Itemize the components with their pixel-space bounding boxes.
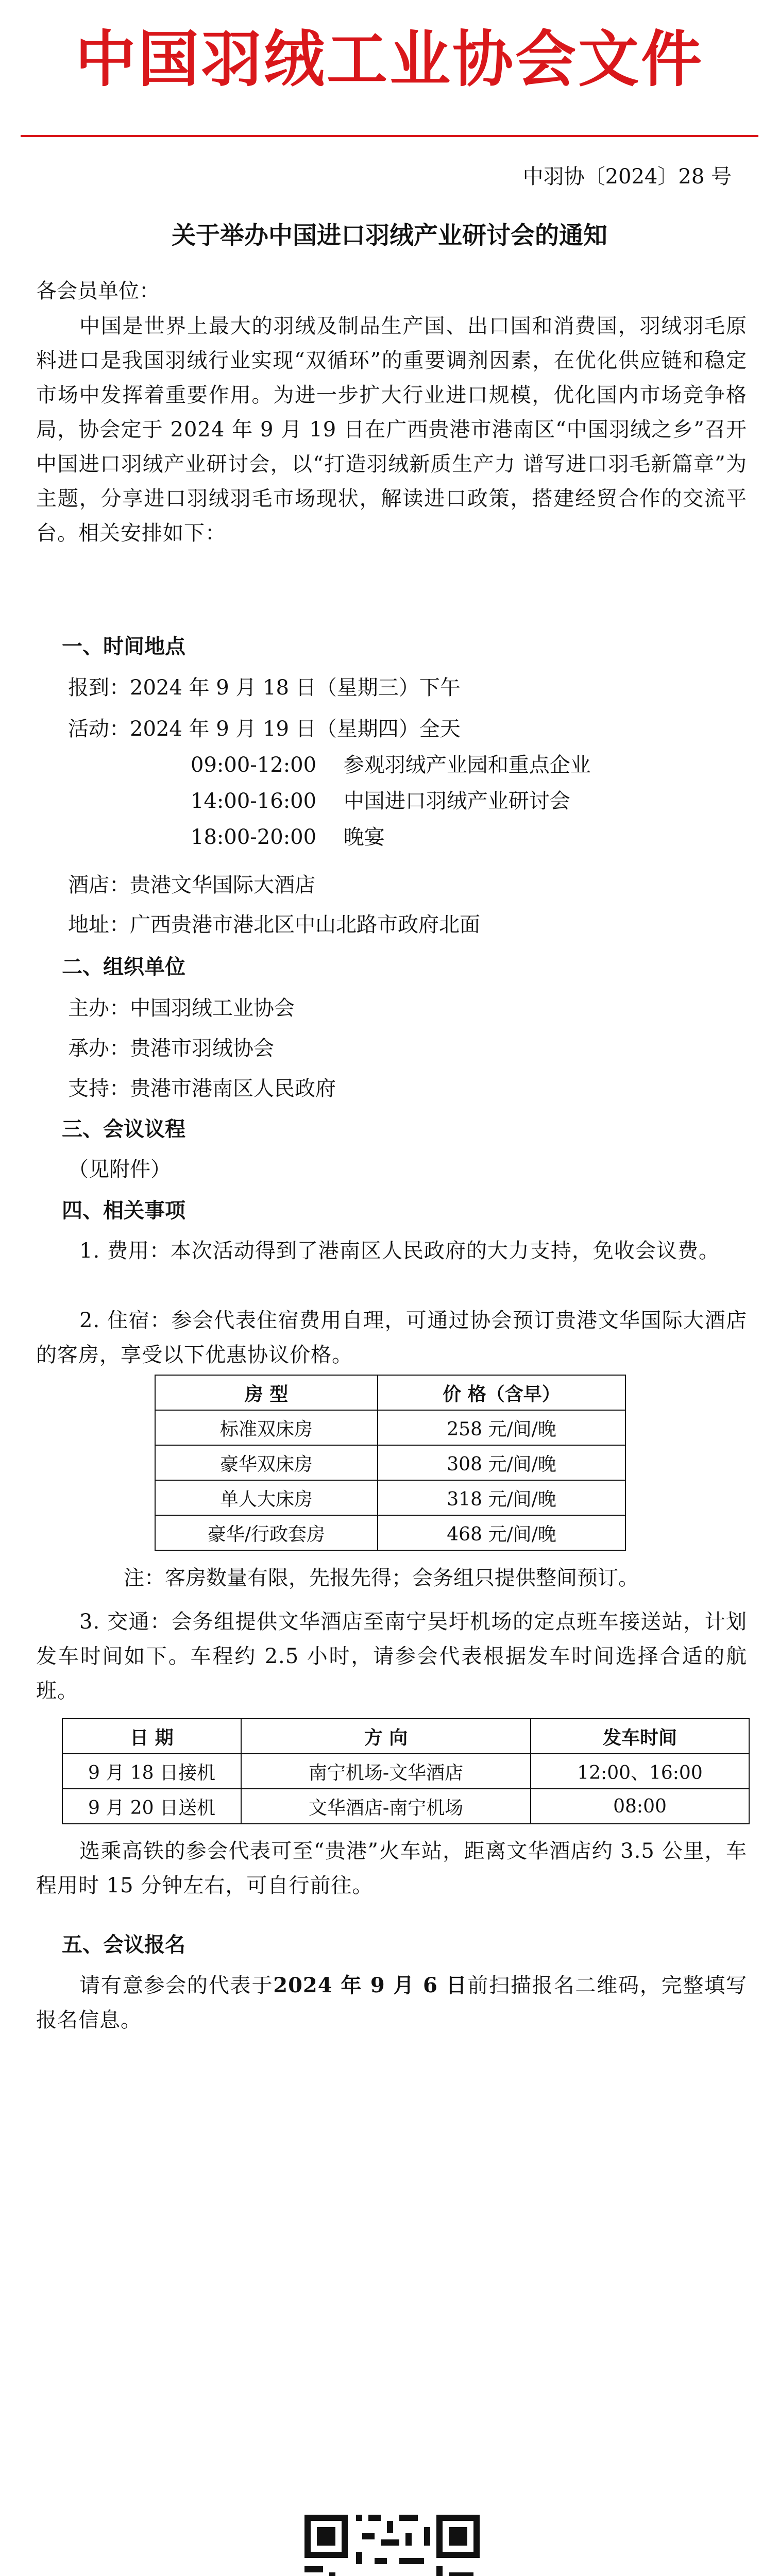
schedule-item: 晚宴 xyxy=(343,825,385,849)
document-number: 中羽协〔2024〕28 号 xyxy=(522,165,732,189)
table-header-cell: 发车时间 xyxy=(531,1719,749,1754)
hotel-line: 酒店：贵港文华国际大酒店 xyxy=(68,873,315,897)
schedule-time: 09:00-12:00 xyxy=(191,753,317,777)
table-row xyxy=(155,1480,625,1515)
room-price-cell: 308 元/间/晚 xyxy=(378,1445,625,1480)
org-letterhead-title: 中国羽绒工业协会文件 xyxy=(75,24,704,95)
table-header-cell: 方 向 xyxy=(241,1719,531,1754)
activity-time: 活动：2024 年 9 月 19 日（星期四）全天 xyxy=(68,717,461,741)
schedule-row xyxy=(191,822,385,853)
room-type-cell: 豪华/行政套房 xyxy=(155,1515,378,1550)
schedule-item: 参观羽绒产业园和重点企业 xyxy=(343,753,591,777)
table-header-cell: 价 格（含早） xyxy=(378,1375,625,1410)
schedule-row xyxy=(191,786,570,817)
departure-cell: 08:00 xyxy=(531,1789,749,1824)
table-header-cell: 房 型 xyxy=(155,1375,378,1410)
registration-deadline: 2024 年 9 月 6 日 xyxy=(273,1973,468,1997)
host-line: 主办：中国羽绒工业协会 xyxy=(68,996,295,1020)
table-row xyxy=(62,1789,749,1824)
table-row xyxy=(155,1445,625,1480)
direction-cell: 文华酒店-南宁机场 xyxy=(241,1789,531,1824)
registration-text: 请有意参会的代表于 xyxy=(79,1974,274,1997)
schedule-time: 14:00-16:00 xyxy=(191,789,317,813)
table-row xyxy=(155,1515,625,1550)
section-heading-organizers: 二、组织单位 xyxy=(62,955,185,979)
room-price-cell: 468 元/间/晚 xyxy=(378,1515,625,1550)
intro-paragraph: 中国是世界上最大的羽绒及制品生产国、出口国和消费国，羽绒羽毛原料进口是我国羽绒行业实现“双循环”的重要调剂因素，在优化供应链和稳定市场中发挥着重要作用。为进一步扩大行业进口规模，优化国内市场竞争格局，协会定于 2024 年 9 月 19 日在广西贵港市港南区“中国羽绒之乡”召开中国进口羽绒产业研讨会，以“打造羽绒新质生产力 谱写进口羽毛新篇章”为主题，分享进口羽绒羽毛市场现状，解读进口政策，搭建经贸合作的交流平台。相关安排如下： xyxy=(36,314,747,545)
qr-code-icon xyxy=(296,2506,488,2576)
table-header-row xyxy=(155,1375,625,1410)
table-header-cell: 日 期 xyxy=(62,1719,241,1754)
direction-cell: 南宁机场-文华酒店 xyxy=(241,1754,531,1789)
organizer-line: 承办：贵港市羽绒协会 xyxy=(68,1037,274,1060)
lodging-paragraph: 2. 住宿：参会代表住宿费用自理，可通过协会预订贵港文华国际大酒店的客房，享受以下优惠协议价格。 xyxy=(36,1309,747,1367)
room-note: 注：客房数量有限，先报先得；会务组只提供整间预订。 xyxy=(124,1566,639,1590)
registration-text: 前扫描报名二维码，完整填写报名信息。 xyxy=(36,1974,748,2032)
fee-paragraph: 1. 费用：本次活动得到了港南区人民政府的大力支持，免收会议费。 xyxy=(79,1239,720,1263)
date-cell: 9 月 20 日送机 xyxy=(62,1789,241,1824)
registration-qr-code[interactable] xyxy=(296,2506,488,2576)
section-heading-registration: 五、会议报名 xyxy=(62,1933,185,1957)
train-paragraph: 选乘高铁的参会代表可至“贵港”火车站，距离文华酒店约 3.5 公里，车程用时 15 分钟左右，可自行前往。 xyxy=(36,1839,747,1897)
notice-title: 关于举办中国进口羽绒产业研讨会的通知 xyxy=(172,222,607,250)
section-heading-agenda: 三、会议议程 xyxy=(62,1117,185,1141)
room-type-cell: 豪华双床房 xyxy=(155,1445,378,1480)
table-header-row xyxy=(62,1719,749,1754)
agenda-see-attachment: （见附件） xyxy=(68,1158,171,1181)
registration-paragraph xyxy=(36,1968,747,2038)
red-divider xyxy=(21,135,758,137)
room-type-cell: 标准双床房 xyxy=(155,1410,378,1445)
room-type-cell: 单人大床房 xyxy=(155,1480,378,1515)
departure-cell: 12:00、16:00 xyxy=(531,1754,749,1789)
address-line: 地址：广西贵港市港北区中山北路市政府北面 xyxy=(68,913,480,937)
section-heading-related-matters: 四、相关事项 xyxy=(62,1198,185,1223)
support-line: 支持：贵港市港南区人民政府 xyxy=(68,1077,336,1100)
room-price-cell: 258 元/间/晚 xyxy=(378,1410,625,1445)
transport-paragraph: 3. 交通：会务组提供文华酒店至南宁吴圩机场的定点班车接送站，计划发车时间如下。车程约 2.5 小时，请参会代表根据发车时间选择合适的航班。 xyxy=(36,1610,747,1703)
schedule-time: 18:00-20:00 xyxy=(191,825,317,849)
schedule-item: 中国进口羽绒产业研讨会 xyxy=(343,789,570,813)
report-time: 报到：2024 年 9 月 18 日（星期三）下午 xyxy=(68,676,461,700)
salutation: 各会员单位： xyxy=(36,279,160,303)
section-heading-time-place: 一、时间地点 xyxy=(62,634,185,658)
date-cell: 9 月 18 日接机 xyxy=(62,1754,241,1789)
table-row xyxy=(62,1754,749,1789)
room-price-cell: 318 元/间/晚 xyxy=(378,1480,625,1515)
schedule-row xyxy=(191,750,591,781)
room-price-table xyxy=(155,1375,626,1551)
table-row xyxy=(155,1410,625,1445)
shuttle-schedule-table xyxy=(62,1718,750,1824)
